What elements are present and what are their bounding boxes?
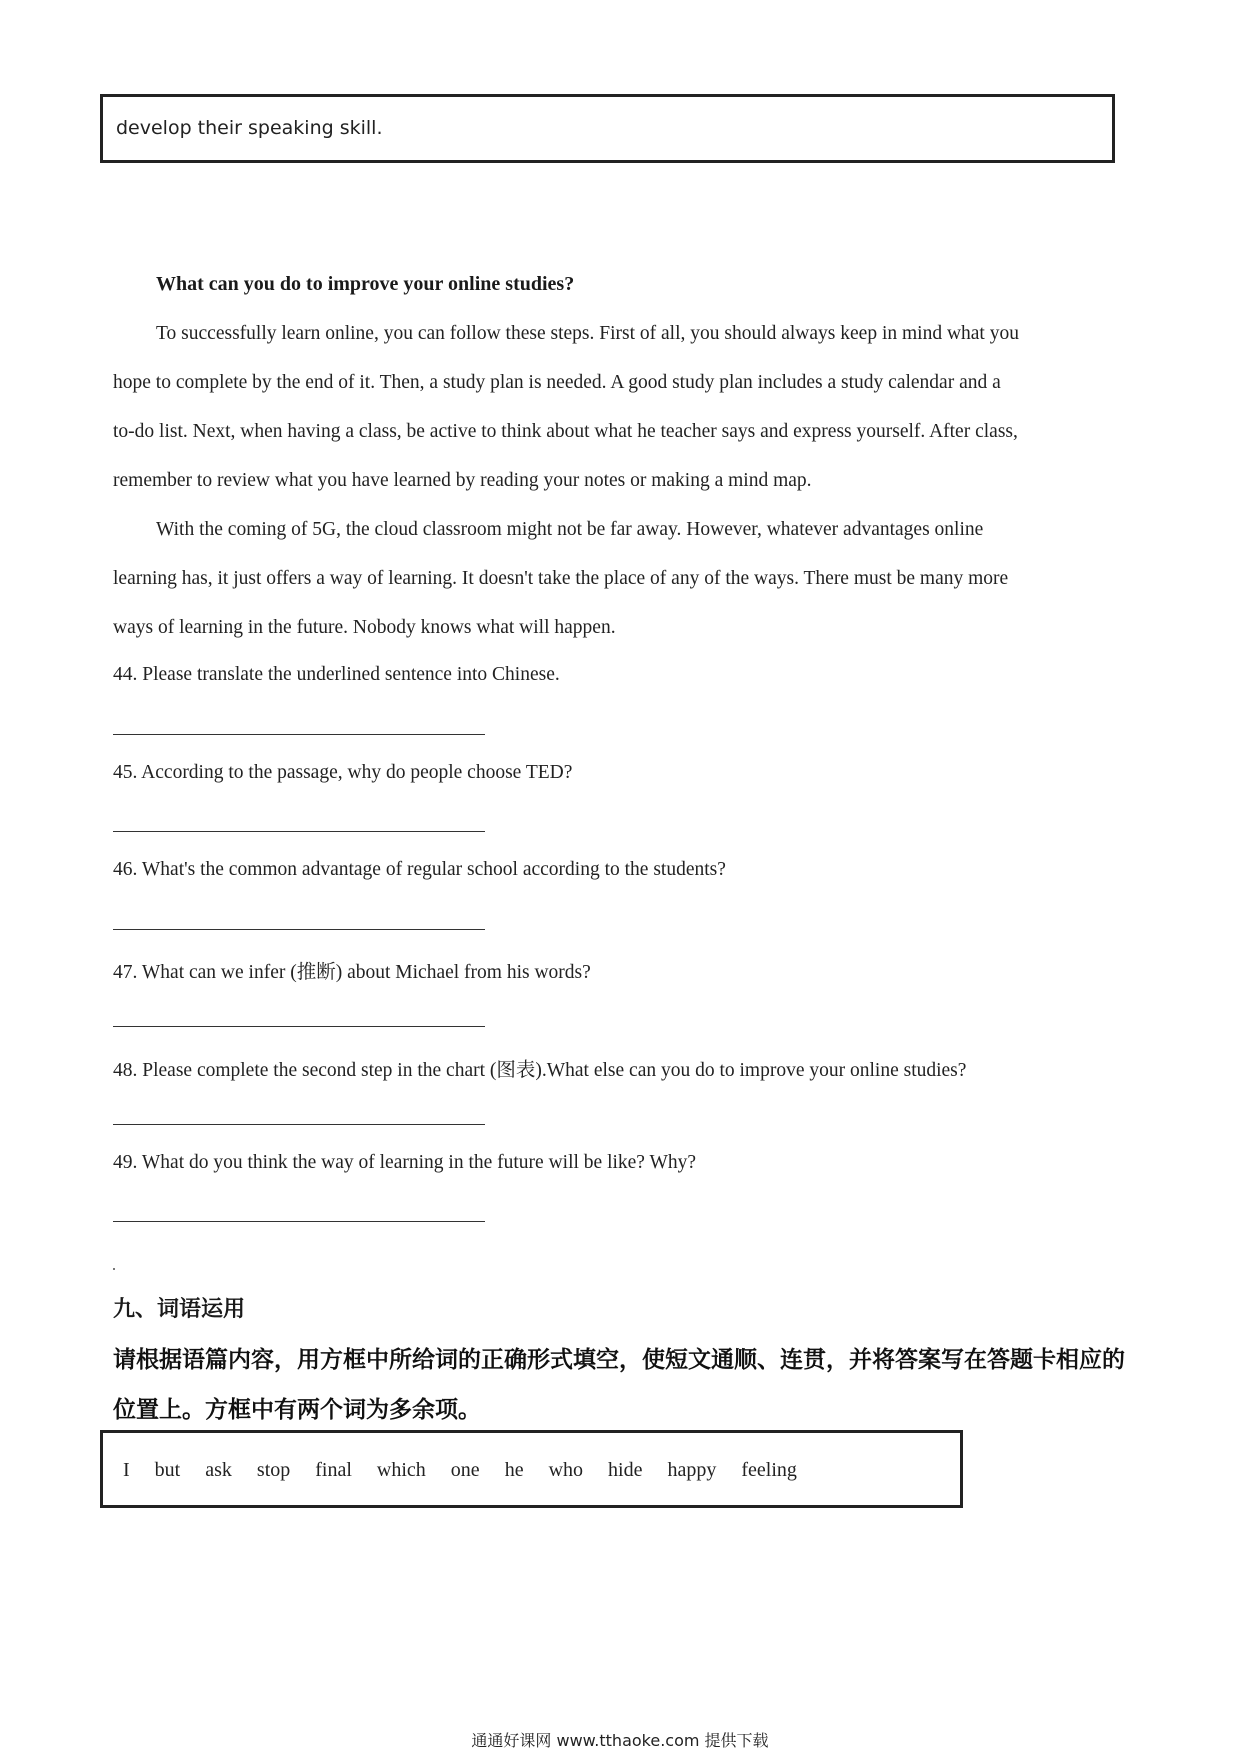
word-item: final [315, 1459, 352, 1481]
word-box [100, 1430, 963, 1508]
word-item: ask [205, 1459, 232, 1481]
answer-line-49[interactable] [113, 1221, 485, 1222]
question-45: 45. According to the passage, why do people choose TED? [113, 762, 573, 783]
top-text-box [100, 94, 1115, 163]
section-title: 九、词语运用 [113, 1297, 246, 1322]
paragraph-2-line-3: ways of learning in the future. Nobody knows what will happen. [113, 617, 616, 638]
answer-line-44[interactable] [113, 734, 485, 735]
word-item: feeling [741, 1459, 797, 1481]
top-box-text: develop their speaking skill. [116, 117, 383, 139]
question-46: 46. What's the common advantage of regular school according to the students? [113, 859, 726, 880]
paragraph-2-line-2: learning has, it just offers a way of learning. It doesn't take the place of any of the ways. There must be many more [113, 568, 1009, 589]
word-item: who [548, 1459, 584, 1481]
word-item: but [154, 1459, 181, 1481]
page-footer: 通通好课网 www.tthaoke.com 提供下载 [471, 1731, 769, 1750]
word-item: happy [667, 1459, 717, 1481]
answer-line-48[interactable] [113, 1124, 485, 1125]
stray-mark [113, 1268, 115, 1270]
question-44: 44. Please translate the underlined sentence into Chinese. [113, 664, 560, 685]
word-item: which [376, 1459, 426, 1481]
word-item: he [504, 1459, 524, 1481]
paragraph-1-line-1: To successfully learn online, you can follow these steps. First of all, you should always keep in mind what you [156, 323, 1019, 344]
word-item: hide [608, 1459, 643, 1481]
paragraph-2-line-1: With the coming of 5G, the cloud classroom might not be far away. However, whatever advantages online [156, 519, 984, 540]
word-item: one [450, 1459, 480, 1481]
answer-line-46[interactable] [113, 929, 485, 930]
question-49: 49. What do you think the way of learning in the future will be like? Why? [113, 1152, 697, 1173]
question-48: 48. Please complete the second step in the chart (图表).What else can you do to improve your online studies? [113, 1060, 967, 1081]
answer-line-45[interactable] [113, 831, 485, 832]
question-47: 47. What can we infer (推断) about Michael from his words? [113, 962, 591, 983]
paragraph-1-line-4: remember to review what you have learned by reading your notes or making a mind map. [113, 470, 812, 491]
passage-heading: What can you do to improve your online studies? [156, 273, 575, 295]
paragraph-1-line-2: hope to complete by the end of it. Then, a study plan is needed. A good study plan includes a study calendar and a [113, 372, 1001, 393]
word-item: stop [256, 1459, 291, 1481]
answer-line-47[interactable] [113, 1026, 485, 1027]
paragraph-1-line-3: to-do list. Next, when having a class, be active to think about what he teacher says and express yourself. After class, [113, 421, 1018, 442]
word-list [123, 1459, 822, 1482]
section-instruction: 请根据语篇内容，用方框中所给词的正确形式填空，使短文通顺、连贯，并将答案写在答题卡相应的位置上。方框中有两个词为多余项。 [113, 1347, 1125, 1423]
word-item: I [123, 1459, 130, 1481]
